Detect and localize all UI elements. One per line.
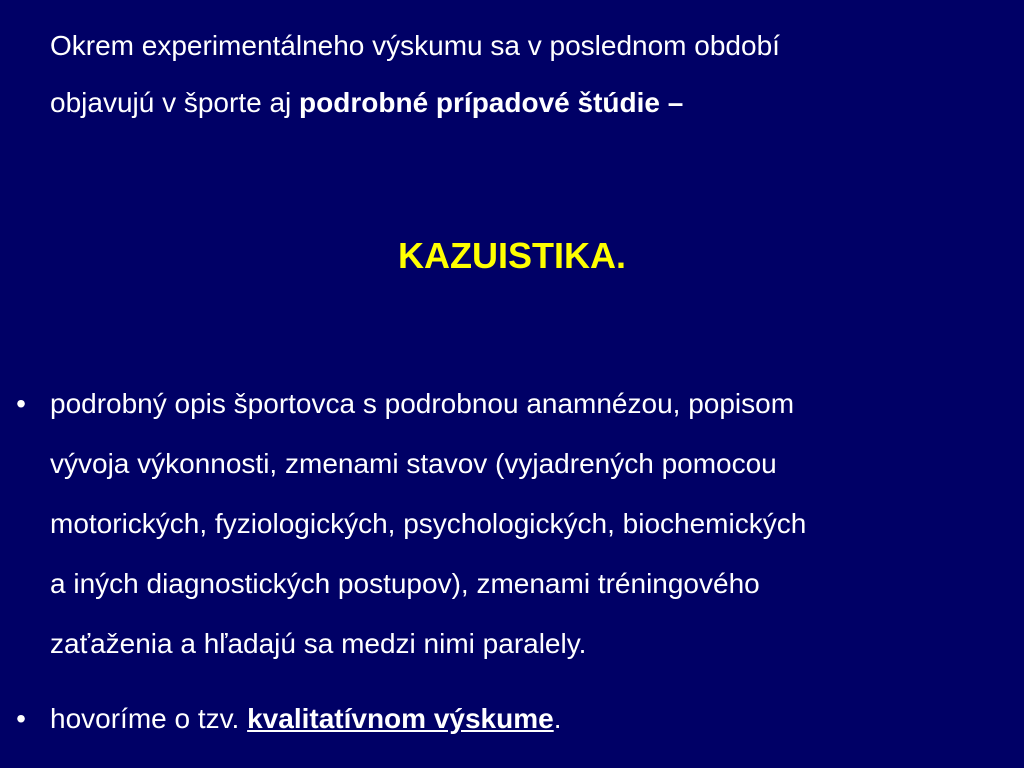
- bullet-marker-1: •: [16, 388, 26, 419]
- intro-line-2-text: objavujú v športe aj: [50, 87, 300, 118]
- highlight-title: KAZUISTIKA.: [398, 235, 626, 276]
- bullet-1-line-2: vývoja výkonnosti, zmenami stavov (vyjadrených pomocou: [50, 448, 777, 479]
- bullet-1-line-5: zaťaženia a hľadajú sa medzi nimi paralely.: [50, 628, 587, 659]
- bullet-2-text: hovoríme o tzv.: [50, 703, 248, 734]
- bullet-text-2: [50, 689, 1010, 749]
- bullet-2-emphasis: kvalitatívnom výskume: [247, 703, 554, 734]
- bullet-marker-2: •: [16, 703, 26, 734]
- bullet-text-1: [50, 374, 1010, 674]
- bullet-1-line-3: motorických, fyziologických, psychologických, biochemických: [50, 508, 807, 539]
- bullet-1-line-4: a iných diagnostických postupov), zmenami tréningového: [50, 568, 760, 599]
- bullet-2-period: .: [553, 703, 562, 734]
- bullet-1-line-1: podrobný opis športovca s podrobnou anamnézou, popisom: [50, 388, 795, 419]
- intro-line-1: Okrem experimentálneho výskumu sa v poslednom období: [50, 30, 780, 61]
- intro-paragraph: [50, 17, 1000, 131]
- intro-line-2-bold: podrobné prípadové štúdie –: [299, 87, 684, 118]
- intro-line-2: [50, 74, 1000, 131]
